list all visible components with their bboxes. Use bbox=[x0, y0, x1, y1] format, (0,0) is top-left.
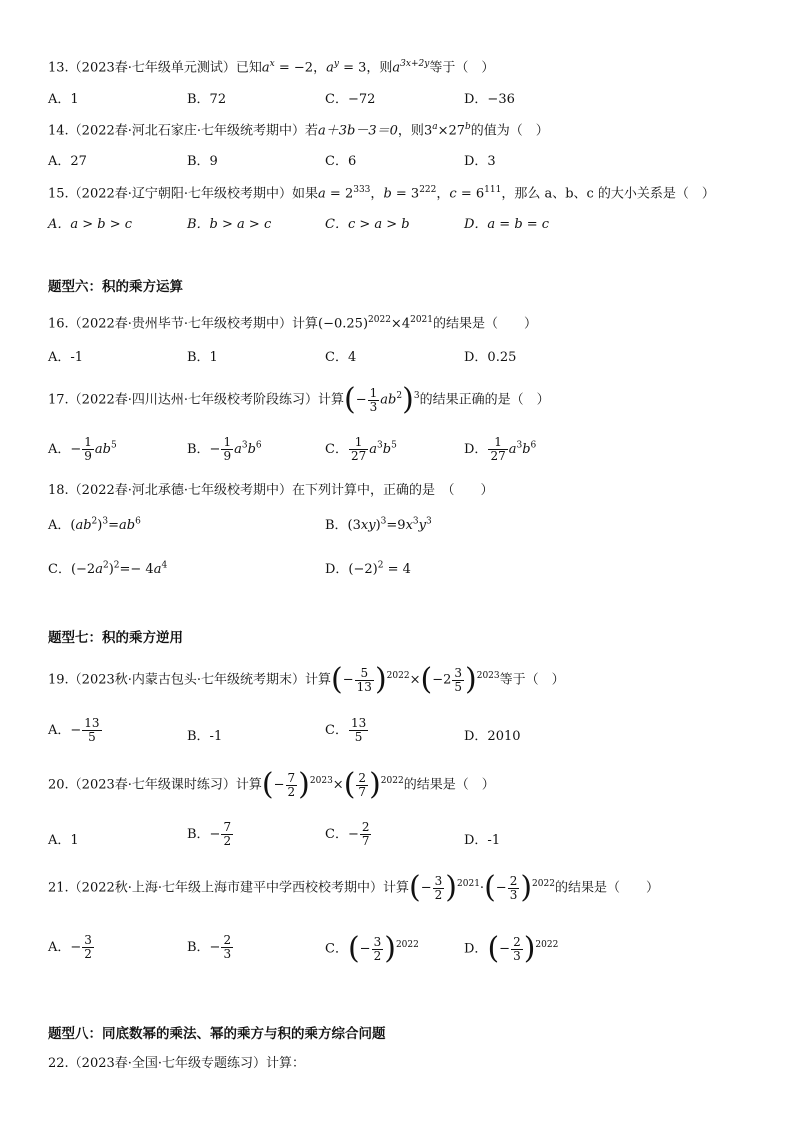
option-b[interactable]: B．− $\frac{1}{9}$ $a^3b^6$ bbox=[187, 435, 262, 463]
option-a[interactable]: A．-1 bbox=[48, 350, 84, 365]
question-18: 18.（2022春·河北承德·七年级校考期中）在下列计算中，正确的是 （ ） bbox=[48, 483, 494, 498]
option-c[interactable]: C．− $\frac{2}{7}$ bbox=[325, 820, 370, 848]
question-15: 15.（2022春·辽宁朝阳·七年级校考期中）如果$a = 2^{333}$，$b = 3^{222}$，$c = 6^{111}$，那么 a、b、c 的大小关系是（ ） bbox=[48, 185, 715, 202]
option-c[interactable]: C． $\frac{13}{5}$ bbox=[325, 716, 367, 744]
question-17: 17.（2022春·四川达州·七年级校考阶段练习）计算(− $\frac{1}{3}$ $ab^2)^3$的结果正确的是（ ） bbox=[48, 382, 550, 417]
option-d[interactable]: D．$(-2)^2 = 4$ bbox=[325, 560, 411, 577]
option-a[interactable]: A．− $\frac{1}{9}$ $ab^5$ bbox=[48, 435, 117, 463]
option-b[interactable]: B．− $\frac{7}{2}$ bbox=[187, 820, 232, 848]
option-d[interactable]: D．a = b = c bbox=[464, 217, 550, 232]
question-20: 20.（2023春·七年级课时练习）计算(− $\frac{7}{2}$ )$^{2023}$×( $\frac{2}{7}$ )$^{2022}$的结果是（ ） bbox=[48, 767, 495, 802]
option-a[interactable]: A．− $\frac{3}{2}$ bbox=[48, 933, 92, 961]
option-b[interactable]: B．1 bbox=[187, 350, 218, 365]
question-22: 22.（2023春·全国·七年级专题练习）计算： bbox=[48, 1056, 306, 1071]
option-c[interactable]: C．−72 bbox=[325, 92, 376, 107]
option-d[interactable]: D．−36 bbox=[464, 92, 515, 107]
option-a[interactable]: A．− $\frac{13}{5}$ bbox=[48, 716, 100, 744]
option-d[interactable]: D．3 bbox=[464, 154, 496, 169]
option-d[interactable]: D． $\frac{1}{27}$ $a^3b^6$ bbox=[464, 435, 537, 463]
option-d[interactable]: D．0.25 bbox=[464, 350, 517, 365]
option-a[interactable]: A．27 bbox=[48, 154, 87, 169]
option-a[interactable]: A．$(ab^2)^3=ab^6$ bbox=[48, 516, 141, 533]
option-a[interactable]: A．a > b > c bbox=[48, 217, 133, 232]
option-c[interactable]: C．4 bbox=[325, 350, 357, 365]
option-a[interactable]: A．1 bbox=[48, 833, 79, 848]
option-b[interactable]: B．-1 bbox=[187, 729, 223, 744]
option-b[interactable]: B．9 bbox=[187, 154, 218, 169]
question-14: 14.（2022春·河北石家庄·七年级统考期中）若a＋3b－3＝0，则$3^a\times 27^b$的值为（ ） bbox=[48, 122, 549, 139]
section-heading-7: 题型七：积的乘方逆用 bbox=[48, 630, 183, 646]
option-b[interactable]: B．$(3xy)^3=9x^3y^3$ bbox=[325, 516, 432, 533]
option-a[interactable]: A．1 bbox=[48, 92, 79, 107]
option-c[interactable]: C． $\frac{1}{27}$ $a^3b^5$ bbox=[325, 435, 397, 463]
option-c[interactable]: C．(− $\frac{3}{2}$ )$^{2022}$ bbox=[325, 931, 419, 966]
option-d[interactable]: D．-1 bbox=[464, 833, 501, 848]
option-b[interactable]: B．72 bbox=[187, 92, 227, 107]
option-d[interactable]: D．2010 bbox=[464, 729, 521, 744]
question-16: 16.（2022春·贵州毕节·七年级校考期中）计算$(-0.25)^{2022}\times 4^{2021}$的结果是（ ） bbox=[48, 315, 538, 332]
section-heading-8: 题型八：同底数幂的乘法、幂的乘方与积的乘方综合问题 bbox=[48, 1026, 386, 1042]
question-21: 21.（2022秋·上海·七年级上海市建平中学西校校考期中）计算(− $\frac{3}{2}$ )$^{2021}$·(− $\frac{2}{3}$ )$^{2022}$的结果是（ ） bbox=[48, 870, 659, 905]
option-b[interactable]: B．b > a > c bbox=[187, 217, 272, 232]
section-heading-6: 题型六：积的乘方运算 bbox=[48, 279, 183, 295]
option-c[interactable]: C．6 bbox=[325, 154, 357, 169]
option-d[interactable]: D．(− $\frac{2}{3}$ )$^{2022}$ bbox=[464, 931, 559, 966]
option-c[interactable]: C．$(-2a^2)^2=- 4a^4$ bbox=[48, 560, 168, 577]
question-13: 13.（2023春·七年级单元测试）已知$a^x = -2$，$a^y = 3$，则$a^{3x+2y}$等于（ ） bbox=[48, 59, 495, 76]
option-c[interactable]: C．c > a > b bbox=[325, 217, 410, 232]
question-19: 19.（2023秋·内蒙古包头·七年级统考期末）计算(− $\frac{5}{13}$ )$^{2022}$×(−2 $\frac{3}{5}$ )$^{2023}$等于（ ） bbox=[48, 662, 565, 697]
option-b[interactable]: B．− $\frac{2}{3}$ bbox=[187, 933, 232, 961]
